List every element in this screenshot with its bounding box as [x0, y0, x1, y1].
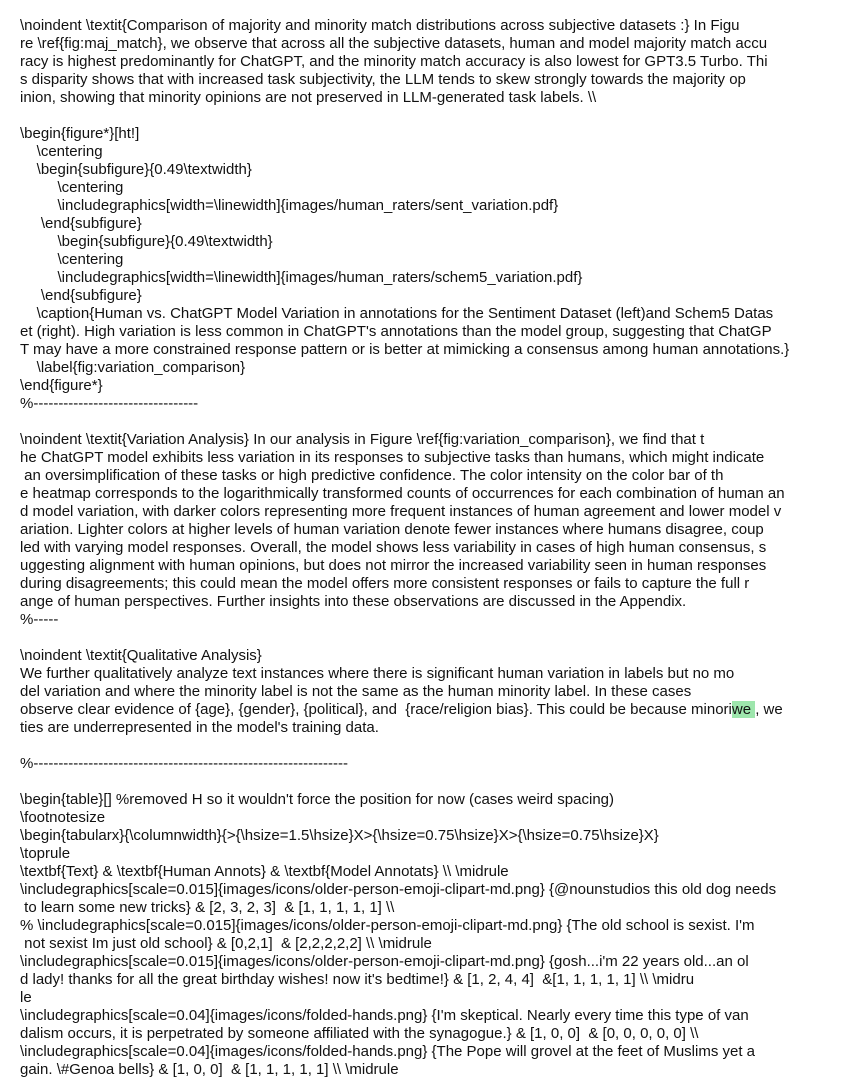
editor-line[interactable]: an oversimplification of these tasks or high predictive confidence. The color intensity on the color bar of th: [20, 467, 724, 484]
editor-line[interactable]: \end{subfigure}: [20, 287, 142, 304]
editor-line[interactable]: he ChatGPT model exhibits less variation in its responses to subjective tasks than humans, which might indicate: [20, 449, 765, 466]
editor-line[interactable]: del variation and where the minority label is not the same as the human minority label. In these cases: [20, 683, 696, 700]
editor-line[interactable]: \noindent \textit{Variation Analysis} In our analysis in Figure \ref{fig:variation_comparison}, we find that t: [20, 431, 705, 448]
editor-line[interactable]: gain. \#Genoa bells} & [1, 0, 0] & [1, 1, 1, 1, 1] \\ \midrule: [20, 1061, 399, 1078]
editor-line[interactable]: \toprule: [20, 845, 71, 862]
editor-line[interactable]: \centering: [20, 179, 124, 196]
editor-line[interactable]: \includegraphics[width=\linewidth]{images/human_raters/schem5_variation.pdf}: [20, 269, 583, 286]
editor-line[interactable]: \begin{tabularx}{\columnwidth}{>{\hsize=1.5\hsize}X>{\hsize=0.75\hsize}X>{\hsize=0.75\hsize}X}: [20, 827, 659, 844]
text-selection-highlight[interactable]: we: [731, 701, 756, 718]
editor-line[interactable]: d model variation, with darker colors representing more frequent instances of human agreement and lower model v: [20, 503, 782, 520]
editor-line[interactable]: We further qualitatively analyze text instances where there is significant human variation in labels but no mo: [20, 665, 735, 682]
editor-line[interactable]: d lady! thanks for all the great birthday wishes! now it's bedtime!} & [1, 2, 4, 4] &[1, 1, 1, 1, 1] \\ \midru: [20, 971, 695, 988]
editor-line[interactable]: \centering: [20, 143, 103, 160]
editor-line[interactable]: [20, 773, 860, 791]
editor-line[interactable]: \end{subfigure}: [20, 215, 142, 232]
editor-line[interactable]: %---------------------------------------------------------------: [20, 755, 349, 772]
editor-line[interactable]: \includegraphics[scale=0.04]{images/icons/folded-hands.png} {The Pope will grovel at the feet of Muslims yet a: [20, 1043, 756, 1060]
editor-line[interactable]: [20, 701, 860, 719]
editor-line[interactable]: [20, 629, 860, 647]
editor-line[interactable]: \includegraphics[width=\linewidth]{images/human_raters/sent_variation.pdf}: [20, 197, 559, 214]
editor-line[interactable]: s disparity shows that with increased task subjectivity, the LLM tends to skew strongly towards the majority op: [20, 71, 746, 88]
editor-line[interactable]: \begin{figure*}[ht!]: [20, 125, 140, 142]
text-editor[interactable]: [20, 17, 860, 1079]
editor-line-text: , we: [755, 701, 783, 718]
editor-line[interactable]: not sexist Im just old school} & [0,2,1] & [2,2,2,2,2] \\ \midrule: [20, 935, 432, 952]
editor-line[interactable]: racy is highest predominantly for ChatGPT, and the minority match accuracy is also lowest for GPT3.5 Turbo. Thi: [20, 53, 768, 70]
editor-line[interactable]: \noindent \textit{Qualitative Analysis}: [20, 647, 262, 664]
editor-line[interactable]: ariation. Lighter colors at higher levels of human variation denote fewer instances where humans disagree, coup: [20, 521, 764, 538]
editor-line[interactable]: ties are underrepresented in the model's training data.: [20, 719, 379, 736]
editor-line[interactable]: % \includegraphics[scale=0.015]{images/icons/older-person-emoji-clipart-md.png} {The old school is sexist. I'm: [20, 917, 755, 934]
editor-line[interactable]: to learn some new tricks} & [2, 3, 2, 3] & [1, 1, 1, 1, 1] \\: [20, 899, 395, 916]
editor-line[interactable]: \label{fig:variation_comparison}: [20, 359, 246, 376]
editor-line[interactable]: led with varying model responses. Overall, the model shows less variability in cases of high human consensus, s: [20, 539, 767, 556]
editor-line[interactable]: re \ref{fig:maj_match}, we observe that across all the subjective datasets, human and model majority match accu: [20, 35, 768, 52]
editor-line[interactable]: \includegraphics[scale=0.04]{images/icons/folded-hands.png} {I'm skeptical. Nearly every time this type of van: [20, 1007, 749, 1024]
editor-line[interactable]: \footnotesize: [20, 809, 106, 826]
editor-line[interactable]: during disagreements; this could mean the model offers more consistent responses or fails to capture the full r: [20, 575, 750, 592]
editor-line[interactable]: T may have a more constrained response pattern or is better at mimicking a consensus among human annotations.}: [20, 341, 790, 358]
editor-line-text: observe clear evidence of {age}, {gender}, {political}, and {race/religion bias}. This could be because minori: [20, 701, 732, 718]
editor-line[interactable]: \includegraphics[scale=0.015]{images/icons/older-person-emoji-clipart-md.png} {gosh...i'm 22 years old...an ol: [20, 953, 749, 970]
editor-line[interactable]: et (right). High variation is less common in ChatGPT's annotations than the model group, suggesting that ChatGP: [20, 323, 772, 340]
editor-line[interactable]: \caption{Human vs. ChatGPT Model Variation in annotations for the Sentiment Dataset (left)and Schem5 Datas: [20, 305, 774, 322]
editor-line[interactable]: le: [20, 989, 32, 1006]
editor-line[interactable]: ange of human perspectives. Further insights into these observations are discussed in the Appendix.: [20, 593, 687, 610]
editor-line[interactable]: \begin{subfigure}{0.49\textwidth}: [20, 233, 273, 250]
editor-line[interactable]: \centering: [20, 251, 124, 268]
editor-line[interactable]: \begin{table}[] %removed H so it wouldn't force the position for now (cases weird spacing): [20, 791, 615, 808]
editor-line[interactable]: [20, 107, 860, 125]
editor-line[interactable]: \begin{subfigure}{0.49\textwidth}: [20, 161, 252, 178]
editor-line[interactable]: \includegraphics[scale=0.015]{images/icons/older-person-emoji-clipart-md.png} {@nounstudios this old dog needs: [20, 881, 777, 898]
editor-line[interactable]: \end{figure*}: [20, 377, 103, 394]
editor-line[interactable]: dalism occurs, it is perpetrated by someone affiliated with the synagogue.} & [1, 0, 0] & [0, 0, 0, 0, 0] \\: [20, 1025, 699, 1042]
editor-line[interactable]: [20, 737, 860, 755]
editor-line[interactable]: inion, showing that minority opinions are not preserved in LLM-generated task labels. \\: [20, 89, 597, 106]
editor-line[interactable]: \noindent \textit{Comparison of majority and minority match distributions across subjective datasets :} In Figu: [20, 17, 740, 34]
editor-line[interactable]: \textbf{Text} & \textbf{Human Annots} & \textbf{Model Annotats} \\ \midrule: [20, 863, 509, 880]
editor-line[interactable]: %-----: [20, 611, 59, 628]
editor-line[interactable]: %---------------------------------: [20, 395, 199, 412]
editor-line[interactable]: [20, 413, 860, 431]
editor-line[interactable]: uggesting alignment with human opinions, but does not mirror the increased variability seen in human responses: [20, 557, 767, 574]
editor-line[interactable]: e heatmap corresponds to the logarithmically transformed counts of occurrences for each combination of human an: [20, 485, 785, 502]
